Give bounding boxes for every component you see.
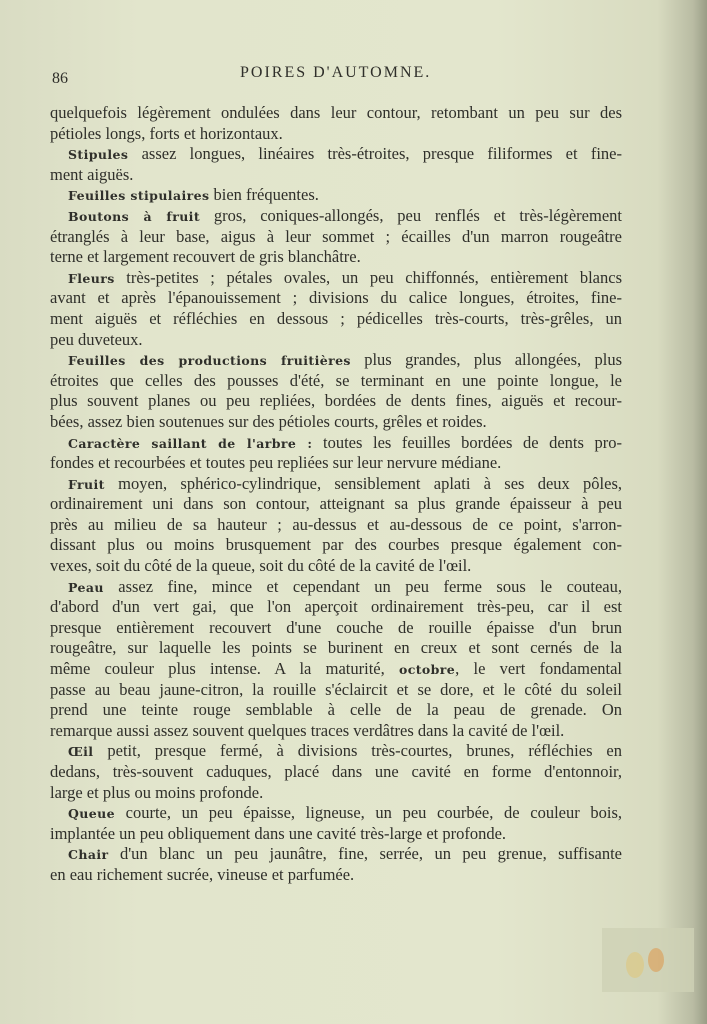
text-run: étranglés à leur base, aigus à leur sommet ; écailles d'un marron rougeâtre [50,226,622,246]
text-run: d'abord d'un vert gai, que l'on aperçoit ordinairement très-peu, car il est [50,597,622,617]
text-line [50,433,622,454]
paragraph [50,741,622,803]
text-line [50,803,622,824]
text-line [50,577,622,598]
bold-term: Fleurs [68,270,115,286]
pear-icon [626,952,644,978]
text-run: plus grandes, plus allongées, plus [350,350,623,370]
text-line [50,659,622,680]
paragraph [50,844,622,885]
text-run: bées, assez bien soutenues sur des pétioles courts, grêles et roides. [50,411,487,431]
text-line [50,124,622,145]
text-run: rougeâtre, sur laquelle les points se burinent en creux et sont cernés de la [50,638,622,658]
paragraph [50,433,622,474]
text-line [50,309,622,330]
text-run: peu duveteux. [50,329,143,349]
text-run: même couleur plus intense. A la maturité, [50,659,399,679]
paragraph [50,577,622,742]
text-line [50,721,622,742]
running-head: POIRES D'AUTOMNE. [240,64,432,81]
text-line [50,638,622,659]
bold-term: Feuilles stipulaires [68,188,210,204]
text-line [50,247,622,268]
text-line [50,391,622,412]
paragraph [50,350,622,432]
text-run: passe au beau jaune-citron, la rouille s'éclaircit et se dore, et le côté du soleil [50,679,622,699]
text-run: étroites que celles des pousses d'été, se terminant en une pointe longue, le [50,370,622,390]
text-run: terne et largement recouvert de gris blanchâtre. [50,247,361,267]
text-line [50,494,622,515]
text-run: courte, un peu épaisse, ligneuse, un peu courbée, de couleur bois, [114,803,622,823]
paragraph [50,474,622,577]
text-run: , le vert fondamental [455,659,623,679]
page-body [50,103,622,886]
text-run: vexes, soit du côté de la queue, soit du côté de la cavité de l'œil. [50,556,472,576]
text-line [50,824,622,845]
text-run: quelquefois légèrement ondulées dans leur contour, retombant un peu sur des [50,103,622,122]
text-line [50,453,622,474]
text-run: remarque aussi assez souvent quelques traces verdâtres dans la cavité de l'œil. [50,720,565,740]
text-run: presque entièrement recouvert d'une couche de rouille épaisse d'un brun [50,617,622,637]
text-run: pétioles longs, forts et horizontaux. [50,123,283,143]
text-line [50,783,622,804]
paragraph [50,268,622,350]
bold-term: Chair [68,847,109,863]
text-run: prend une teinte rouge semblable à celle de la peau de grenade. On [50,700,622,720]
paragraph [50,185,622,206]
text-run: assez fine, mince et cependant un peu ferme sous le couteau, [103,576,622,596]
text-line [50,680,622,701]
text-run: plus souvent planes ou peu repliées, bordées de dents fines, aiguës et recour- [50,391,622,411]
text-line [50,865,622,886]
text-run: petit, presque fermé, à divisions très-courtes, brunes, réfléchies en [93,741,622,761]
text-run: près au milieu de sa hauteur ; au-dessus et au-dessous de ce point, s'arron- [50,514,622,534]
text-run: assez longues, linéaires très-étroites, presque filiformes et fine- [128,144,622,164]
text-run: ordinairement uni dans son contour, atteignant sa plus grande épaisseur à peu [50,494,622,514]
fruit-thumbnail-image [602,928,694,992]
text-run: large et plus ou moins profonde. [50,782,264,802]
text-line [50,350,622,371]
bold-term: Caractère saillant de l'arbre : [68,435,313,451]
bold-term: Stipules [68,147,129,163]
bold-term: Queue [68,806,115,822]
text-run: très-petites ; pétales ovales, un peu chiffonnés, entièrement blancs [114,267,622,287]
text-line [50,618,622,639]
text-line [50,412,622,433]
paragraph [50,803,622,844]
text-run: fondes et recourbées et toutes peu repliées sur leur nervure médiane. [50,453,502,473]
paragraph [50,103,622,144]
text-line [50,556,622,577]
text-line [50,741,622,762]
text-run: moyen, sphérico-cylindrique, sensiblement aplati à ses deux pôles, [104,473,622,493]
bold-term: Boutons à fruit [68,208,201,224]
text-line [50,762,622,783]
text-run: ment aiguës et réfléchies en dessous ; pédicelles très-courts, très-grêles, un [50,308,622,328]
text-run: bien fréquentes. [209,185,319,205]
paragraph [50,144,622,185]
bold-term: Œil [68,744,94,760]
text-line [50,515,622,536]
text-run: ment aiguës. [50,164,134,184]
pear-icon [648,948,664,972]
text-line [50,330,622,351]
text-line [50,474,622,495]
text-line [50,185,622,206]
text-line [50,535,622,556]
text-line [50,144,622,165]
text-run: dedans, très-souvent caduques, placé dans une cavité en forme d'entonnoir, [50,762,622,781]
text-run: implantée un peu obliquement dans une cavité très-large et profonde. [50,823,507,843]
paragraph [50,206,622,268]
text-line [50,844,622,865]
text-line [50,206,622,227]
text-line [50,700,622,721]
text-line [50,165,622,186]
text-run: toutes les feuilles bordées de dents pro- [312,432,623,452]
text-line [50,227,622,248]
bold-term: Peau [68,579,104,595]
text-run: gros, coniques-allongés, peu renflés et très-légèrement [200,205,622,225]
text-line [50,371,622,392]
text-run: en eau richement sucrée, vineuse et parfumée. [50,864,355,884]
bold-term: Feuilles des productions fruitières [68,353,351,369]
text-line [50,103,622,124]
bold-term: octobre [398,662,456,678]
text-run: d'un blanc un peu jaunâtre, fine, serrée, un peu grenue, suffisante [108,844,622,864]
text-run: avant et après l'épanouissement ; divisions du calice longues, étroites, fine- [50,288,622,308]
page-number: 86 [52,70,68,87]
text-run: dissant plus ou moins brusquement par des courbes presque également con- [50,535,622,555]
text-line [50,288,622,309]
text-line [50,268,622,289]
text-line [50,597,622,618]
bold-term: Fruit [68,476,105,492]
